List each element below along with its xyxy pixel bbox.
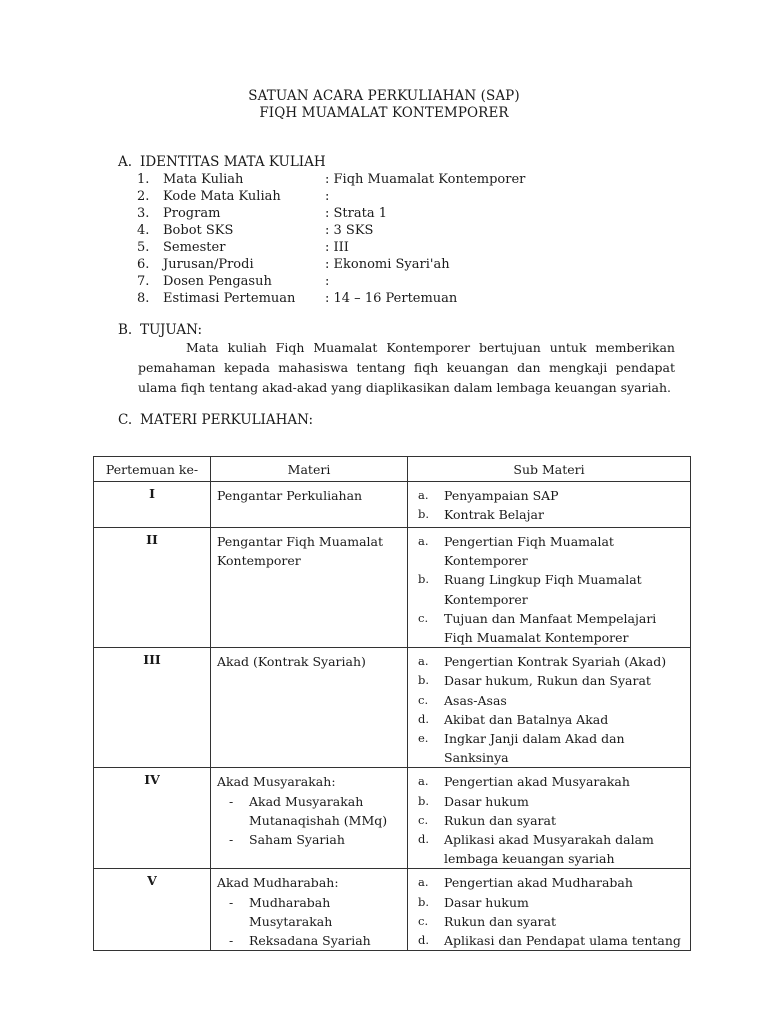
header-materi: Materi	[211, 457, 408, 482]
sub-materi-text: Penyampaian SAP	[444, 488, 559, 503]
sub-materi-cell	[408, 482, 691, 528]
identity-value: : 14 – 16 Pertemuan	[325, 291, 458, 306]
materi-subitem-text: Saham Syariah	[249, 832, 345, 848]
sub-materi-cell	[408, 869, 691, 951]
sub-materi-letter: e.	[418, 731, 429, 746]
identity-row	[137, 223, 373, 240]
identity-value: :	[325, 274, 330, 289]
identity-value: : III	[325, 240, 349, 255]
doc-title: SATUAN ACARA PERKULIAHAN (SAP)	[248, 88, 520, 104]
sub-materi-text: Dasar hukum, Rukun dan Syarat	[444, 673, 651, 689]
dash-marker: -	[229, 793, 234, 809]
sub-materi-letter: b.	[418, 894, 430, 909]
table-header-row	[94, 457, 691, 482]
identity-key: Bobot SKS	[163, 223, 234, 238]
sub-materi-letter: d.	[418, 933, 430, 948]
materi-subitem-text: Akad Musyarakah Mutanaqishah (MMq)	[249, 793, 388, 828]
section-c-title: MATERI PERKULIAHAN:	[140, 412, 314, 428]
dash-marker: -	[229, 832, 234, 848]
identity-key: Dosen Pengasuh	[163, 274, 272, 289]
sub-materi-text: Aplikasi dan Pendapat ulama tentang	[444, 933, 681, 949]
sub-materi-item	[418, 505, 686, 524]
doc-subtitle: FIQH MUAMALAT KONTEMPORER	[259, 105, 509, 121]
sub-materi-item	[418, 729, 686, 767]
table-row	[94, 648, 691, 768]
sub-materi-item	[418, 772, 686, 791]
identity-key: Kode Mata Kuliah	[163, 189, 281, 204]
section-a-letter: A.	[118, 154, 133, 170]
sub-materi-item	[418, 671, 686, 690]
section-b-letter: B.	[118, 322, 133, 338]
sub-materi-item	[418, 811, 686, 830]
sub-materi-cell	[408, 768, 691, 869]
identity-key: Jurusan/Prodi	[163, 257, 254, 272]
sub-materi-text: Aplikasi akad Musyarakah dalam lembaga keuangan syariah	[444, 832, 654, 867]
sub-materi-letter: b.	[418, 507, 430, 522]
section-a-title: IDENTITAS MATA KULIAH	[140, 154, 326, 170]
identity-row	[137, 291, 457, 308]
identity-key: Estimasi Pertemuan	[163, 291, 296, 306]
sub-materi-text: Ruang Lingkup Fiqh Muamalat Kontemporer	[444, 572, 642, 607]
materi-subitem-text: Reksadana Syariah	[249, 933, 371, 949]
sub-materi-cell	[408, 528, 691, 648]
header-sub-materi: Sub Materi	[408, 457, 691, 482]
sub-materi-item	[418, 691, 686, 710]
sub-materi-item	[418, 570, 686, 608]
sub-materi-text: Rukun dan syarat	[444, 812, 556, 828]
materi-table	[93, 456, 691, 951]
pertemuan-number: II	[94, 528, 211, 648]
section-c-letter: C.	[118, 412, 133, 428]
dash-marker: -	[229, 933, 234, 949]
identity-key: Mata Kuliah	[163, 172, 244, 187]
identity-number: 7.	[137, 274, 150, 289]
sub-materi-text: Rukun dan syarat	[444, 913, 556, 929]
materi-title: Akad Mudharabah:	[217, 875, 339, 891]
sub-materi-item	[418, 652, 686, 671]
sub-materi-item	[418, 893, 686, 912]
section-c-heading	[118, 412, 313, 428]
sub-materi-text: Pengertian akad Mudharabah	[444, 875, 633, 891]
sub-materi-text: Dasar hukum	[444, 894, 529, 910]
identity-row	[137, 274, 329, 291]
identity-number: 8.	[137, 291, 150, 306]
identity-value: :	[325, 189, 330, 204]
sub-materi-letter: d.	[418, 832, 430, 847]
pertemuan-number: III	[94, 648, 211, 768]
identity-number: 3.	[137, 206, 150, 221]
header-pertemuan: Pertemuan ke-	[94, 457, 211, 482]
sub-materi-text: Kontrak Belajar	[444, 507, 544, 523]
sub-materi-letter: a.	[418, 654, 429, 669]
identity-row	[137, 206, 387, 223]
identity-row	[137, 240, 349, 257]
materi-subitem-text: Mudharabah Musytarakah	[249, 894, 333, 929]
sub-materi-item	[418, 486, 686, 505]
sub-materi-text: Tujuan dan Manfaat Mempelajari Fiqh Muamalat Kontemporer	[444, 610, 657, 646]
sub-materi-letter: c.	[418, 812, 429, 827]
sub-materi-item	[418, 792, 686, 811]
materi-cell	[211, 482, 408, 528]
materi-cell	[211, 768, 408, 869]
materi-subitem	[217, 893, 401, 931]
materi-cell	[211, 869, 408, 951]
table-row	[94, 768, 691, 869]
objective-paragraph	[138, 338, 675, 398]
dash-marker: -	[229, 894, 234, 910]
sub-materi-letter: a.	[418, 534, 429, 548]
sub-materi-item	[418, 609, 686, 647]
table-row	[94, 869, 691, 951]
sub-materi-item	[418, 912, 686, 931]
materi-title: Pengantar Perkuliahan	[217, 488, 363, 503]
section-a-heading	[118, 154, 326, 170]
materi-title: Akad Musyarakah:	[217, 774, 336, 790]
sub-materi-item	[418, 873, 686, 892]
sub-materi-letter: a.	[418, 488, 429, 502]
identity-number: 6.	[137, 257, 150, 272]
section-b-heading	[118, 322, 202, 338]
identity-number: 5.	[137, 240, 150, 255]
table-row	[94, 482, 691, 528]
sub-materi-letter: b.	[418, 793, 430, 808]
table-row	[94, 528, 691, 648]
sub-materi-item	[418, 931, 686, 950]
materi-cell	[211, 528, 408, 648]
sub-materi-cell	[408, 648, 691, 768]
pertemuan-number: V	[94, 869, 211, 951]
materi-subitem	[217, 931, 401, 950]
sub-materi-text: Pengertian Fiqh Muamalat Kontemporer	[444, 534, 614, 569]
sub-materi-letter: b.	[418, 673, 430, 688]
materi-title: Akad (Kontrak Syariah)	[217, 654, 366, 670]
identity-value: : 3 SKS	[325, 223, 374, 238]
sub-materi-letter: a.	[418, 774, 429, 789]
pertemuan-number: I	[94, 482, 211, 528]
section-b-title: TUJUAN:	[140, 322, 203, 338]
sub-materi-letter: c.	[418, 692, 429, 707]
sub-materi-text: Pengertian Kontrak Syariah (Akad)	[444, 654, 667, 670]
sub-materi-text: Pengertian akad Musyarakah	[444, 774, 630, 790]
identity-number: 4.	[137, 223, 150, 238]
materi-subitem	[217, 830, 401, 849]
sub-materi-letter: c.	[418, 913, 429, 928]
sub-materi-item	[418, 830, 686, 868]
sub-materi-letter: d.	[418, 711, 430, 726]
sub-materi-text: Dasar hukum	[444, 793, 529, 809]
identity-key: Semester	[163, 240, 226, 255]
identity-row	[137, 189, 329, 206]
sub-materi-letter: a.	[418, 875, 429, 890]
sub-materi-letter: b.	[418, 572, 430, 587]
pertemuan-number: IV	[94, 768, 211, 869]
sub-materi-item	[418, 710, 686, 729]
sub-materi-text: Akibat dan Batalnya Akad	[444, 711, 609, 727]
materi-subitem	[217, 792, 401, 830]
sub-materi-text: Asas-Asas	[444, 692, 507, 708]
identity-number: 1.	[137, 172, 150, 187]
identity-value: : Fiqh Muamalat Kontemporer	[325, 172, 526, 187]
identity-value: : Ekonomi Syari'ah	[325, 257, 450, 272]
identity-key: Program	[163, 206, 221, 221]
sub-materi-letter: c.	[418, 610, 429, 625]
identity-value: : Strata 1	[325, 206, 387, 221]
materi-title: Pengantar Fiqh Muamalat Kontemporer	[217, 534, 384, 569]
identity-row	[137, 257, 450, 274]
sub-materi-text: Ingkar Janji dalam Akad dan Sanksinya	[444, 731, 625, 766]
identity-row	[137, 172, 525, 189]
sub-materi-item	[418, 532, 686, 570]
objective-text: Mata kuliah Fiqh Muamalat Kontemporer bertujuan untuk memberikan pemahaman kepada mahasiswa tentang fiqh keuangan dan mengkaji pendapat ulama fiqh tentang akad-akad yang diaplikasikan dalam lembaga keuangan syariah.	[138, 340, 675, 395]
materi-cell	[211, 648, 408, 768]
identity-number: 2.	[137, 189, 150, 204]
